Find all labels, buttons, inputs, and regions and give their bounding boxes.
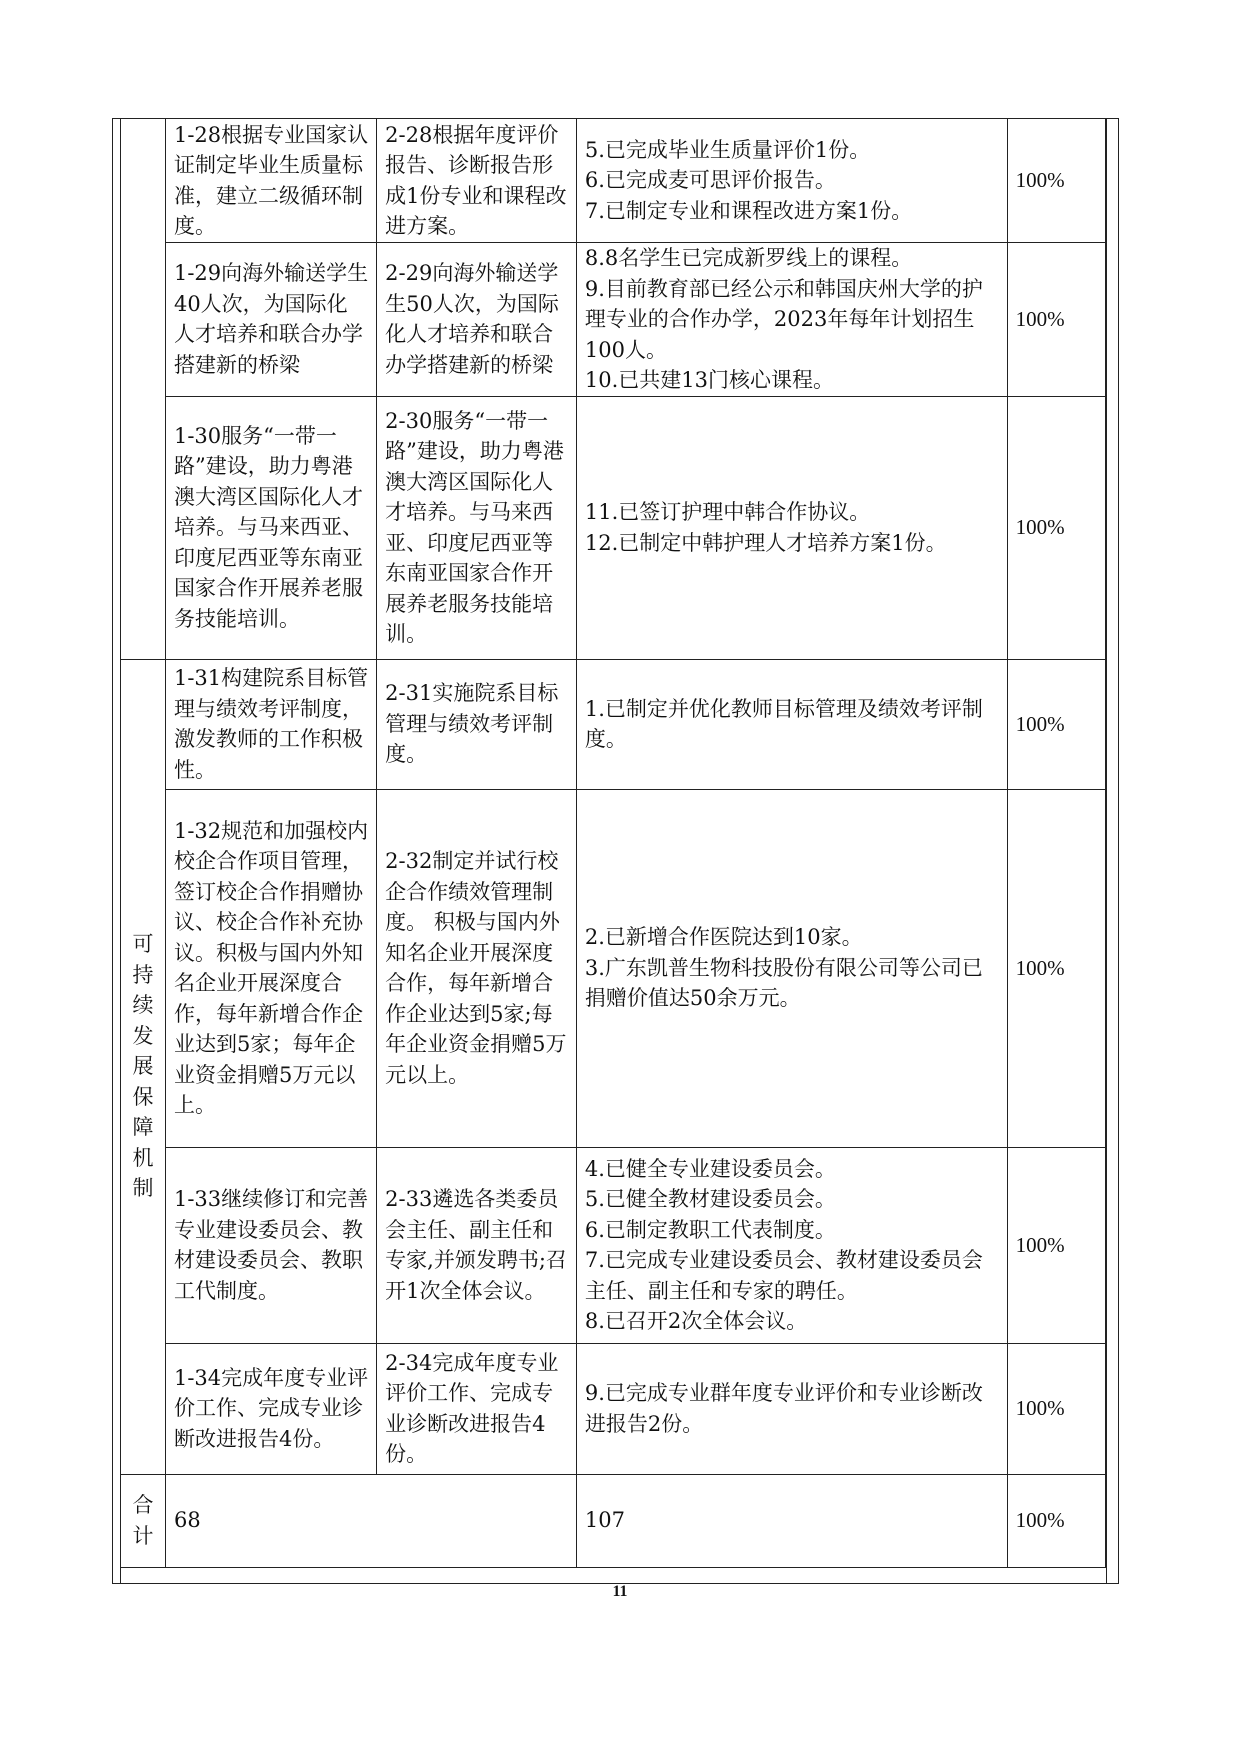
percent-cell: 100%: [1007, 1147, 1105, 1343]
table-row: [121, 396, 1106, 659]
total-label-cell: [121, 1474, 166, 1567]
category-cell-continued: [121, 119, 166, 660]
result-cell: 11.已签订护理中韩合作协议。 12.已制定中韩护理人才培养方案1份。: [576, 396, 1007, 659]
table-row: [121, 789, 1106, 1147]
table-row: [121, 243, 1106, 397]
progress-table: [120, 118, 1106, 1568]
result-cell: 1.已制定并优化教师目标管理及绩效考评制度。: [576, 659, 1007, 789]
plan-cell: 2-34完成年度专业评价工作、完成专业诊断改进报告4份。: [377, 1343, 577, 1474]
total-results-cell: 107: [576, 1474, 1007, 1567]
table-row: [121, 1147, 1106, 1343]
task-cell: 1-34完成年度专业评价工作、完成专业诊断改进报告4份。: [165, 1343, 376, 1474]
percent-cell: 100%: [1007, 789, 1105, 1147]
total-percent-cell: 100%: [1007, 1474, 1105, 1567]
page-number: 11: [612, 1583, 628, 1600]
percent-cell: 100%: [1007, 396, 1105, 659]
category-cell: [121, 659, 166, 1474]
plan-cell: 2-33遴选各类委员会主任、副主任和专家,并颁发聘书;召开1次全体会议。: [377, 1147, 577, 1343]
percent-cell: 100%: [1007, 119, 1105, 243]
category-label: 可持续发展保障机制: [132, 932, 154, 1201]
percent-cell: 100%: [1007, 1343, 1105, 1474]
table-row: [121, 659, 1106, 789]
result-cell: 8.8名学生已完成新罗线上的课程。 9.目前教育部已经公示和韩国庆州大学的护理专业的合作办学，2023年每年计划招生100人。 10.已共建13门核心课程。: [576, 243, 1007, 397]
percent-cell: 100%: [1007, 659, 1105, 789]
task-cell: 1-33继续修订和完善专业建设委员会、教材建设委员会、教职工代制度。: [165, 1147, 376, 1343]
task-cell: 1-32规范和加强校内校企合作项目管理，签订校企合作捐赠协议、校企合作补充协议。积极与国内外知名企业开展深度合作，每年新增合作企业达到5家；每年企业资金捐赠5万元以上。: [165, 789, 376, 1147]
inner-border-right: [1106, 118, 1107, 1584]
result-cell: 9.已完成专业群年度专业评价和专业诊断改进报告2份。: [576, 1343, 1007, 1474]
total-row: [121, 1474, 1106, 1567]
plan-cell: 2-30服务“一带一路”建设，助力粤港澳大湾区国际化人才培养。与马来西亚、印度尼西亚等东南亚国家合作开展养老服务技能培训。: [377, 396, 577, 659]
task-cell: 1-31构建院系目标管理与绩效考评制度，激发教师的工作积极性。: [165, 659, 376, 789]
total-tasks-cell: 68: [165, 1474, 576, 1567]
table-row: [121, 119, 1106, 243]
total-label: 合计: [132, 1493, 154, 1548]
plan-cell: 2-31实施院系目标管理与绩效考评制度。: [377, 659, 577, 789]
result-cell: 5.已完成毕业生质量评价1份。 6.已完成麦可思评价报告。 7.已制定专业和课程改进方案1份。: [576, 119, 1007, 243]
result-cell: 4.已健全专业建设委员会。 5.已健全教材建设委员会。 6.已制定教职工代表制度。 7.已完成专业建设委员会、教材建设委员会主任、副主任和专家的聘任。 8.已召开2次全体会议。: [576, 1147, 1007, 1343]
percent-cell: 100%: [1007, 243, 1105, 397]
table-row: [121, 1343, 1106, 1474]
plan-cell: 2-28根据年度评价报告、诊断报告形成1份专业和课程改进方案。: [377, 119, 577, 243]
result-cell: 2.已新增合作医院达到10家。 3.广东凯普生物科技股份有限公司等公司已捐赠价值达50余万元。: [576, 789, 1007, 1147]
plan-cell: 2-29向海外输送学生50人次，为国际化人才培养和联合办学搭建新的桥梁: [377, 243, 577, 397]
task-cell: 1-30服务“一带一路”建设，助力粤港澳大湾区国际化人才培养。与马来西亚、印度尼西亚等东南亚国家合作开展养老服务技能培训。: [165, 396, 376, 659]
task-cell: 1-28根据专业国家认证制定毕业生质量标准，建立二级循环制度。: [165, 119, 376, 243]
table-frame: [112, 118, 1119, 1584]
task-cell: 1-29向海外输送学生40人次，为国际化人才培养和联合办学搭建新的桥梁: [165, 243, 376, 397]
plan-cell: 2-32制定并试行校企合作绩效管理制度。 积极与国内外知名企业开展深度合作，每年新增合作企业达到5家;每年企业资金捐赠5万元以上。: [377, 789, 577, 1147]
